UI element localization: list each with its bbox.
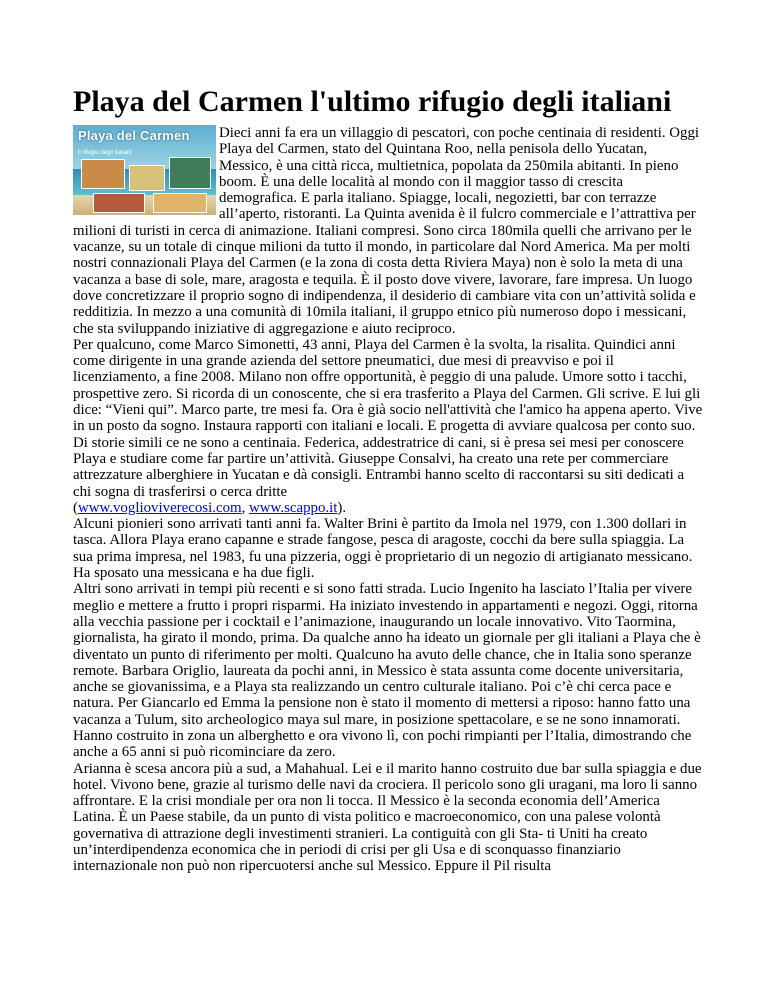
- paren-close: ).: [337, 499, 347, 516]
- paragraph-2-text: Per qualcuno, come Marco Simonetti, 43 anni, Playa del Carmen è la svolta, la risalita. Quindici anni come dirigente in una grande azienda del settore pneumatici, due mesi di preavviso e poi il licenziamento, a fine 2008. Milano non offre opportunità, è peggio di una palude. Umore sotto i tacchi, prospettive zero. Si ricorda di un conoscente, che si era trasferito a Playa del Carmen. Gli scrive. E lui gli dice: “Vieni qui”. Marco parte, tre mesi fa. Ora è già socio nell'attività che l'amico ha appena aperto. Vive in un posto da sogno. Instaura rapporti con italiani e locali. E progetta di avviare qualcosa per conto suo. Di storie simili ce ne sono a centinaia. Federica, addestratrice di cani, si è presa sei mesi per conoscere Playa e studiare come far partire un’attività. Giuseppe Consalvi, ha creato una rete per commerciare attrezzature alberghiere in Yucatan e dà consigli. Entrambi hanno scelto di raccontarsi su siti dedicati a chi sogna di trasferirsi o cerca dritte: [73, 336, 703, 500]
- cover-photo: [93, 193, 145, 213]
- paragraph-4: Altri sono arrivati in tempi più recenti e si sono fatti strada. Lucio Ingenito ha lasciato l’Italia per vivere meglio e mettere a frutto i propri risparmi. Ha iniziato investendo in appartamenti e negozi. Oggi, ritorna alla vecchia passione per i cocktail e l’animazione, inaugurando un locale innovativo. Vito Taormina, giornalista, ha girato il mondo, prima. Da qualche anno ha ideato un giornale per gli italiani a Playa che è diventato un punto di riferimento per molti. Qualcuno ha avuto delle chance, che in Italia sono speranze remote. Barbara Origlio, laureata da pochi anni, in Messico è stata assunta come docente universitaria, anche se giovanissima, e a Playa sta realizzando un centro culturale italiano. Poi c’è chi cerca pace e natura. Per Giancarlo ed Emma la pensione non è stato il momento di mettersi a riposo: hanno fatto una vacanza a Tulum, sito archeologico maya sul mare, in posizione spettacolare, e se ne sono innamorati. Hanno costruito in zona un alberghetto e ora vivono lì, con pochi rimpianti per l’Italia, dimostrando che anche a 65 anni si può ricominciare da zero.: [73, 581, 701, 761]
- paragraph-2: [73, 337, 703, 516]
- paragraph-3: Alcuni pionieri sono arrivati tanti anni fa. Walter Brini è partito da Imola nel 1979, con 1.300 dollari in tasca. Allora Playa erano capanne e strade fangose, pesca di aragoste, cocchi da bere sulla spiaggia. La sua prima impresa, nel 1983, fu una pizzeria, oggi è proprietario di un negozio di artigianato messicano. Ha sposato una messicana e ha due figli.: [73, 516, 693, 582]
- link-voglioviverecosi[interactable]: www.voglioviverecosi.com: [77, 499, 242, 516]
- paren-open: (: [73, 499, 78, 516]
- cover-title: Playa del Carmen: [78, 128, 190, 143]
- cover-subtitle: il rifugio degli italiani: [78, 150, 132, 156]
- link-scappo[interactable]: www.scappo.it: [249, 499, 338, 516]
- paragraph-1: Dieci anni fa era un villaggio di pescatori, con poche centinaia di residenti. Oggi Playa del Carmen, stato del Quintana Roo, nella penisola dello Yucatan, Messico, è una città ricca, multietnica, popolata da 250mila abitanti. In pieno boom. È una delle località al mondo con il maggior tasso di crescita demografica. E parla italiano. Spiagge, locali, negozietti, bar con terrazze all’aperto, ristoranti. La Quinta avenida è il fulcro commerciale e l’attrattiva per milioni di turisti in cerca di animazione. Italiani compresi. Sono circa 180mila quelli che arrivano per le vacanze, su un totale di cinque milioni da tutto il mondo, in particolare dal Nord America. Ma per molti nostri connazionali Playa del Carmen (e la zona di costa detta Riviera Maya) non è solo la meta di una vacanza a base di sole, mare, aragosta e tequila. È il posto dove vivere, lavorare, fare impresa. Un luogo dove concretizzare il proprio sogno di indipendenza, il desiderio di cambiare vita con un’attività solida e redditizia. In mezzo a una comunità di 10mila italiani, il gruppo etnico più numeroso dopo i messicani, che sta sviluppando iniziative di aggregazione e aiuto reciproco.: [73, 125, 700, 337]
- cover-photo: [169, 157, 211, 189]
- cover-photo: [153, 193, 207, 213]
- article-body: [73, 125, 703, 875]
- link-separator: ,: [241, 499, 250, 516]
- article-title: Playa del Carmen l'ultimo rifugio degli italiani: [73, 85, 672, 118]
- cover-photo: [81, 159, 125, 189]
- cover-photo: [129, 165, 165, 191]
- paragraph-5: Arianna è scesa ancora più a sud, a Mahahual. Lei e il marito hanno costruito due bar sulla spiaggia e due hotel. Vivono bene, grazie al turismo delle navi da crociera. Il pericolo sono gli uragani, ma loro li sanno affrontare. E la crisi mondiale per ora non li tocca. Il Messico è la seconda economia dell’America Latina. È un Paese stabile, da un punto di vista politico e macroeconomico, con una palese volontà governativa di attrazione degli investimenti stranieri. La contiguità con gli Sta- ti Uniti ha creato un’interdipendenza economica che in periodi di crisi per gli Usa e di sconquasso finanziario internazionale non può non ripercuotersi anche sul Messico. Eppure il Pil risulta: [73, 760, 702, 875]
- magazine-cover-image: [73, 125, 216, 215]
